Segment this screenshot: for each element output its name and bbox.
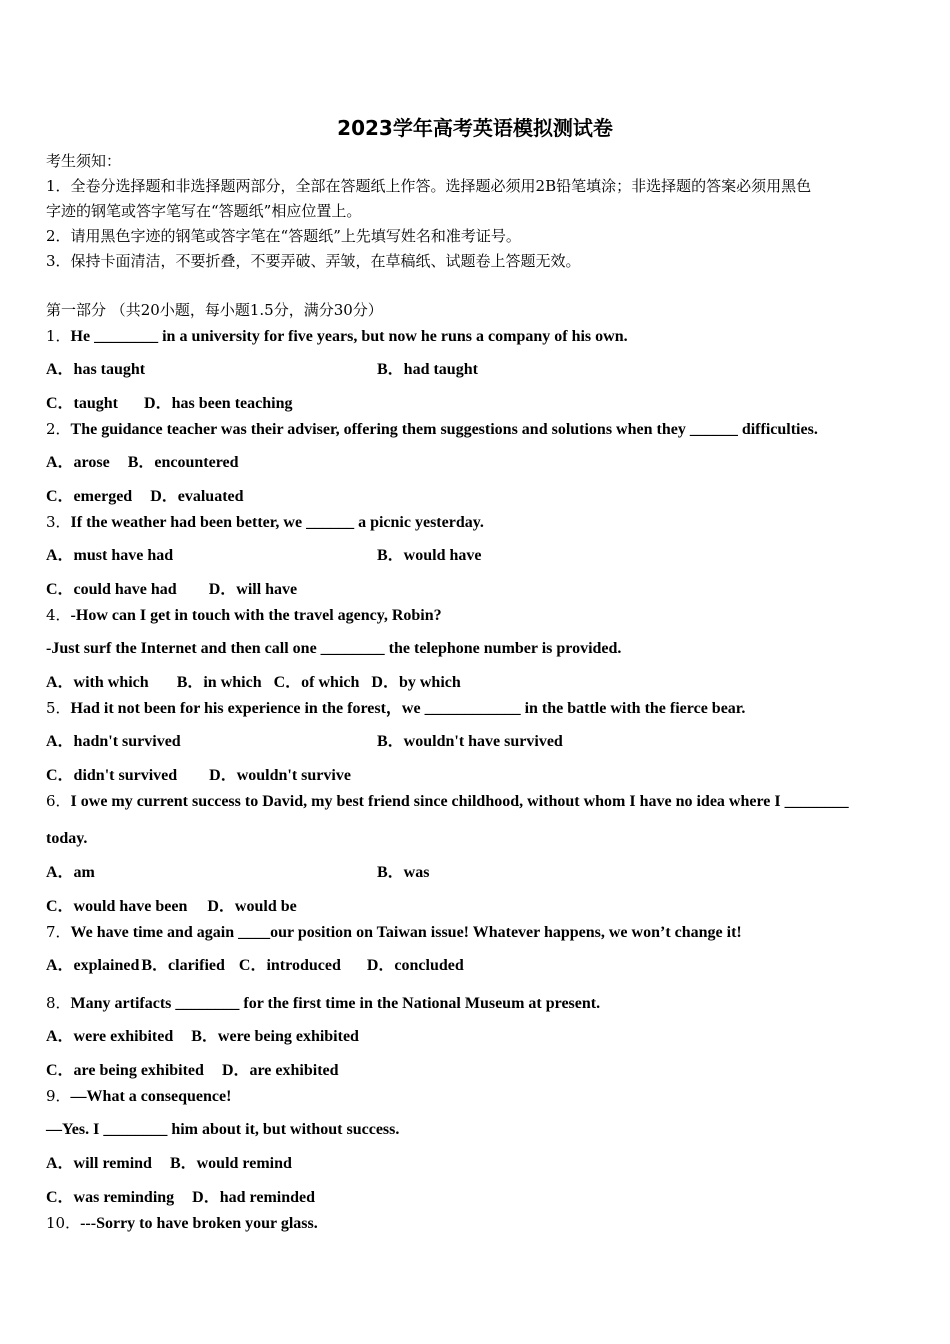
option-row-cd: [46, 580, 297, 600]
question-stem: [46, 326, 628, 347]
question-text: I owe my current success to David, my best friend since childhood, without whom I have no idea where I ________: [70, 793, 849, 810]
question-stem: [46, 922, 742, 943]
notice-item: 3．保持卡面清洁，不要折叠，不要弄破、弄皱，在草稿纸、试题卷上答题无效。: [46, 252, 581, 270]
option-b[interactable]: B．encountered: [127, 454, 239, 471]
option-a[interactable]: A．has taught: [46, 361, 146, 378]
question-stem: [46, 419, 818, 440]
option-b[interactable]: B．in which: [176, 674, 262, 691]
option-row-cd: [46, 897, 297, 917]
option-b[interactable]: B．wouldn't have survived: [377, 733, 563, 750]
question-text: —What a consequence!: [70, 1088, 232, 1105]
question-stem: [46, 605, 442, 626]
option-row-cd: [46, 394, 292, 414]
option-d[interactable]: D．has been teaching: [144, 395, 293, 412]
option-a[interactable]: A．am: [46, 864, 95, 881]
option-c[interactable]: C．didn't survived: [46, 767, 178, 784]
option-row-cd: [46, 1061, 339, 1081]
option-row-ab: [46, 453, 239, 473]
option-a[interactable]: A．arose: [46, 454, 110, 471]
option-a[interactable]: A．must have had: [46, 547, 174, 564]
question-stem: [46, 1086, 231, 1107]
question-number: 8．: [46, 994, 71, 1012]
question-text-continued: -Just surf the Internet and then call one ________ the telephone number is provided.: [46, 640, 622, 657]
section-heading: 第一部分 （共20小题，每小题1.5分，满分30分）: [46, 301, 383, 319]
question-number: 3．: [46, 513, 71, 531]
notice-heading: 考生须知：: [46, 152, 122, 170]
notice-item: 2．请用黑色字迹的钢笔或答字笔在“答题纸”上先填写姓名和准考证号。: [46, 227, 521, 245]
question-text-continued: today.: [46, 830, 88, 847]
question-number: 5．: [46, 699, 71, 717]
option-c[interactable]: C．could have had: [46, 581, 177, 598]
option-d[interactable]: D．wouldn't survive: [209, 767, 351, 784]
question-number: 9．: [46, 1087, 71, 1105]
option-b[interactable]: B．were being exhibited: [191, 1028, 359, 1045]
option-d[interactable]: D．concluded: [366, 957, 464, 974]
option-d[interactable]: D．by which: [371, 674, 461, 691]
question-number: 7．: [46, 923, 71, 941]
option-row-cd: [46, 766, 351, 786]
option-c[interactable]: C．of which: [273, 674, 360, 691]
option-d[interactable]: D．are exhibited: [221, 1062, 339, 1079]
question-text: ---Sorry to have broken your glass.: [80, 1215, 318, 1232]
question-stem: [46, 1213, 318, 1234]
question-text: If the weather had been better, we ______ a picnic yesterday.: [70, 514, 484, 531]
option-c[interactable]: C．would have been: [46, 898, 188, 915]
option-row-ab: [46, 1154, 292, 1174]
question-stem: [46, 698, 745, 719]
question-text: He ________ in a university for five years, but now he runs a company of his own.: [70, 328, 628, 345]
option-row-cd: [46, 1188, 315, 1208]
question-stem: [46, 993, 600, 1014]
option-d[interactable]: D．evaluated: [150, 488, 244, 505]
question-number: 4．: [46, 606, 71, 624]
option-d[interactable]: D．would be: [207, 898, 297, 915]
option-row-abcd: [46, 673, 461, 693]
question-number: 10．: [46, 1214, 81, 1232]
question-text: We have time and again ____our position on Taiwan issue! Whatever happens, we won’t change it!: [70, 924, 742, 941]
option-d[interactable]: D．had reminded: [192, 1189, 316, 1206]
question-text: The guidance teacher was their adviser, offering them suggestions and solutions when they ______ difficulties.: [70, 421, 818, 438]
option-c[interactable]: C．are being exhibited: [46, 1062, 204, 1079]
question-stem: [46, 512, 484, 533]
option-c[interactable]: C．emerged: [46, 488, 133, 505]
option-b[interactable]: B．clarified: [141, 957, 225, 974]
question-number: 6．: [46, 792, 71, 810]
question-number: 2．: [46, 420, 71, 438]
option-a[interactable]: A．were exhibited: [46, 1028, 174, 1045]
option-d[interactable]: D．will have: [208, 581, 298, 598]
question-number: 1．: [46, 327, 71, 345]
option-row-ab: [46, 1027, 359, 1047]
notice-item: 字迹的钢笔或答字笔写在“答题纸”相应位置上。: [46, 202, 362, 220]
question-text: Many artifacts ________ for the first time in the National Museum at present.: [70, 995, 601, 1012]
option-a[interactable]: A．hadn't survived: [46, 733, 181, 750]
option-c[interactable]: C．was reminding: [46, 1189, 175, 1206]
option-b[interactable]: B．would have: [377, 547, 482, 564]
notice-item: 1．全卷分选择题和非选择题两部分，全部在答题纸上作答。选择题必须用2B铅笔填涂；非选择题的答案必须用黑色: [46, 177, 812, 195]
option-row-abcd: [46, 956, 464, 976]
option-a[interactable]: A．with which: [46, 674, 149, 691]
option-a[interactable]: A．will remind: [46, 1155, 152, 1172]
option-b[interactable]: B．had taught: [377, 361, 478, 378]
page-title: 2023学年高考英语模拟测试卷: [337, 116, 613, 140]
question-text: -How can I get in touch with the travel agency, Robin?: [70, 607, 442, 624]
option-c[interactable]: C．taught: [46, 395, 119, 412]
option-a[interactable]: A．explained: [46, 957, 140, 974]
question-text-continued: —Yes. I ________ him about it, but without success.: [46, 1121, 400, 1138]
option-b[interactable]: B．was: [377, 864, 430, 881]
option-b[interactable]: B．would remind: [169, 1155, 292, 1172]
question-text: Had it not been for his experience in the forest，we ____________ in the battle with the fierce bear.: [70, 700, 746, 717]
option-row-cd: [46, 487, 244, 507]
option-c[interactable]: C．introduced: [238, 957, 341, 974]
question-stem: [46, 791, 849, 812]
